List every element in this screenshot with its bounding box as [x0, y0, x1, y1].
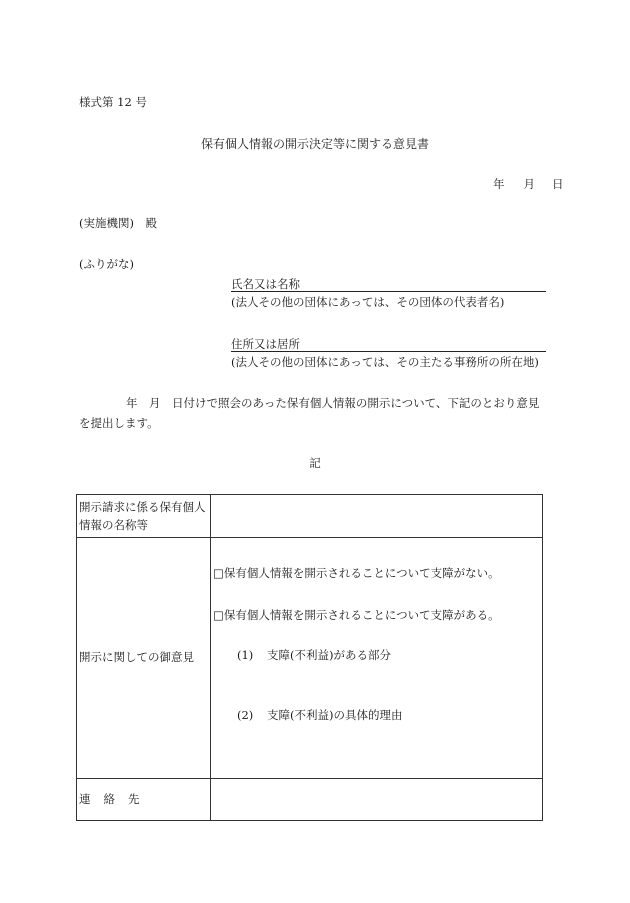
name-underline[interactable] [231, 291, 546, 292]
info-name-label-cell [77, 495, 211, 538]
date-year: 年 [493, 177, 505, 191]
body-text-line-2: を提出します。 [79, 416, 159, 430]
contact-label-char-3: 先 [128, 791, 140, 806]
ki-heading: 記 [309, 456, 321, 470]
opinion-options [211, 538, 542, 778]
table-row-opinion [77, 538, 543, 779]
sub-item-1 [237, 650, 391, 662]
contact-label-char-1: 連 [79, 791, 91, 806]
furigana-label: (ふりがな) [79, 257, 134, 271]
info-name-label: 開示請求に係る保有個人情報の名称等 [79, 500, 206, 532]
form-number: 様式第 12 号 [79, 95, 147, 109]
opinion-table [76, 494, 543, 821]
contact-value-cell[interactable] [211, 779, 543, 821]
address-label: 住所又は居所 [231, 337, 300, 351]
date-line [493, 179, 564, 191]
sub-item-1-text: 支障(不利益)がある部分 [267, 648, 391, 662]
name-label: 氏名又は名称 [231, 277, 300, 291]
info-name-value-cell[interactable] [211, 495, 543, 538]
sub-item-1-number: (1) [237, 648, 254, 662]
opinion-label: 開示に関しての御意見 [79, 650, 194, 665]
address-note: (法人その他の団体にあっては、その主たる事務所の所在地) [231, 355, 539, 369]
table-row-info-name [77, 495, 543, 538]
date-month: 月 [523, 177, 535, 191]
document-title: 保有個人情報の開示決定等に関する意見書 [200, 137, 429, 151]
recipient-line: (実施機関) 殿 [79, 216, 157, 230]
sub-item-2-number: (2) [237, 708, 254, 722]
sub-item-2-text: 支障(不利益)の具体的理由 [267, 708, 403, 722]
sub-item-2 [237, 710, 402, 722]
date-day: 日 [552, 177, 564, 191]
body-text-line-1: 年 月 日付けで照会のあった保有個人情報の開示について、下記のとおり意見 [126, 396, 540, 410]
option-no-issue[interactable]: □保有個人情報を開示されることについて支障がない。 [213, 566, 500, 580]
opinion-label-cell [77, 538, 211, 779]
option-issue[interactable]: □保有個人情報を開示されることについて支障がある。 [213, 608, 500, 622]
table-row-contact [77, 779, 543, 821]
name-note: (法人その他の団体にあっては、その団体の代表者名) [231, 295, 505, 309]
opinion-value-cell[interactable] [211, 538, 543, 779]
address-underline[interactable] [231, 351, 546, 352]
contact-label-cell [77, 779, 211, 821]
contact-label-char-2: 絡 [103, 791, 115, 806]
